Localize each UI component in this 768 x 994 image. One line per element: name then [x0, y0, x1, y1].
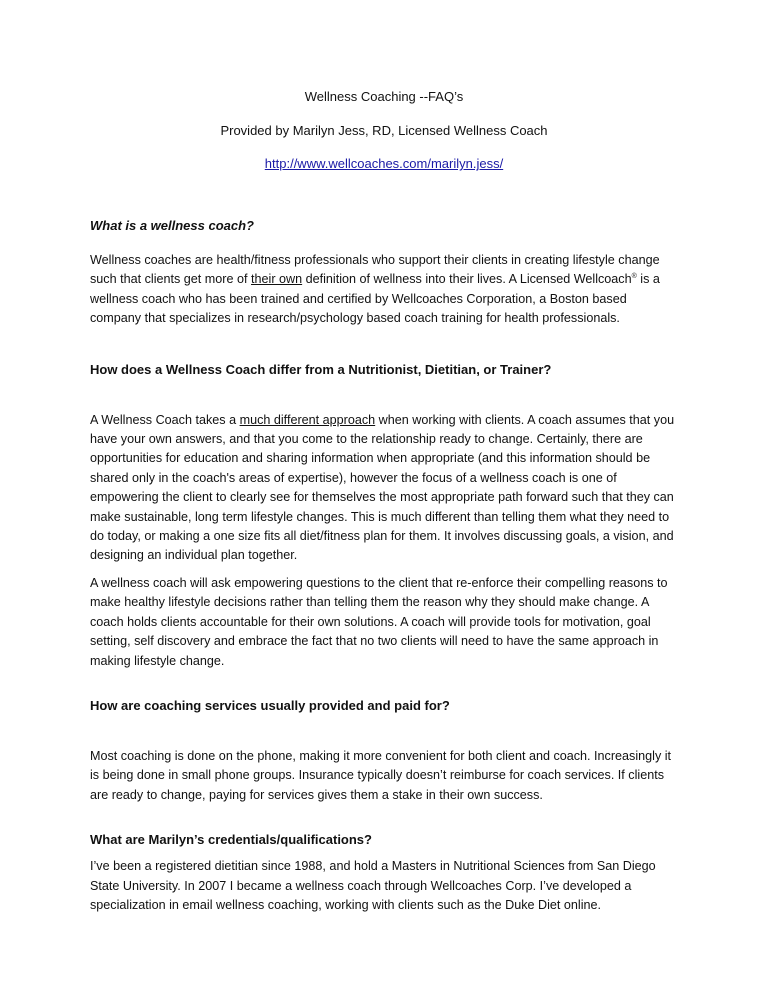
- website-link[interactable]: http://www.wellcoaches.com/marilyn.jess/: [264, 156, 504, 171]
- text-run: is a wellness coach who has been trained and certified by Wellcoaches Corporation, a Boston based company that specializes in research/psychology based coach training for health professionals.: [90, 272, 660, 326]
- document-title: Wellness Coaching --FAQ’s: [304, 89, 464, 104]
- section-heading-credentials: What are Marilyn’s credentials/qualifications?: [90, 832, 372, 848]
- section-paragraph: Most coaching is done on the phone, making it more convenient for both client and coach. Increasingly it is being done in small phone groups. Insurance typically doesn’t reimburse for coach services. If clients are ready to change, paying for services gives them a stake in their own success.: [90, 748, 672, 802]
- section-heading-services-paid: How are coaching services usually provided and paid for?: [90, 697, 450, 713]
- section-paragraph: I’ve been a registered dietitian since 1988, and hold a Masters in Nutritional Sciences from San Diego State University. In 2007 I became a wellness coach through Wellcoaches Corp. I’ve developed a specialization in email wellness coaching, working with clients such as the Duke Diet online.: [90, 859, 656, 912]
- section-paragraph: [90, 411, 678, 566]
- section-paragraph: A wellness coach will ask empowering questions to the client that re-enforce their compelling reasons to make healthy lifestyle decisions rather than telling them the reason why they should make change. A coach holds clients accountable for their own solutions. A coach will provide tools for motivation, goal setting, self discovery and embrace the fact that no two clients will need to have the same approach in making lifestyle change.: [90, 575, 668, 668]
- website-link-container: [90, 155, 678, 173]
- text-run: A Wellness Coach takes a: [90, 412, 240, 427]
- registered-mark: ®: [631, 273, 637, 281]
- section-heading-coach-differ: How does a Wellness Coach differ from a Nutritionist, Dietitian, or Trainer?: [90, 361, 552, 377]
- text-run: Wellness coaches are health/fitness professionals who support their clients in creating lifestyle change such that clients get more of: [90, 253, 660, 287]
- section-paragraph: [90, 251, 678, 329]
- underlined-text: much different approach: [239, 412, 376, 427]
- document-subtitle: Provided by Marilyn Jess, RD, Licensed Wellness Coach: [220, 123, 548, 138]
- text-run: when working with clients. A coach assumes that you have your own answers, and that you come to the relationship ready to change. Certainly, there are opportunities for education and sharing information when appropriate (and this information should be shared only in the coach's areas of expertise), however the focus of a wellness coach is one of empowering the client to clearly see for themselves the most appropriate path forward such that they can make sustainable, long term lifestyle changes. This is much different than telling them what they need to do today, or making a one size fits all diet/fitness plan for them. It involves discussing goals, a vision, and designing an individual plan together.: [90, 412, 675, 563]
- text-run: definition of wellness into their lives. A Licensed Wellcoach: [302, 272, 632, 287]
- section-heading-what-is-coach: What is a wellness coach?: [90, 218, 254, 233]
- underlined-text: their own: [251, 272, 303, 287]
